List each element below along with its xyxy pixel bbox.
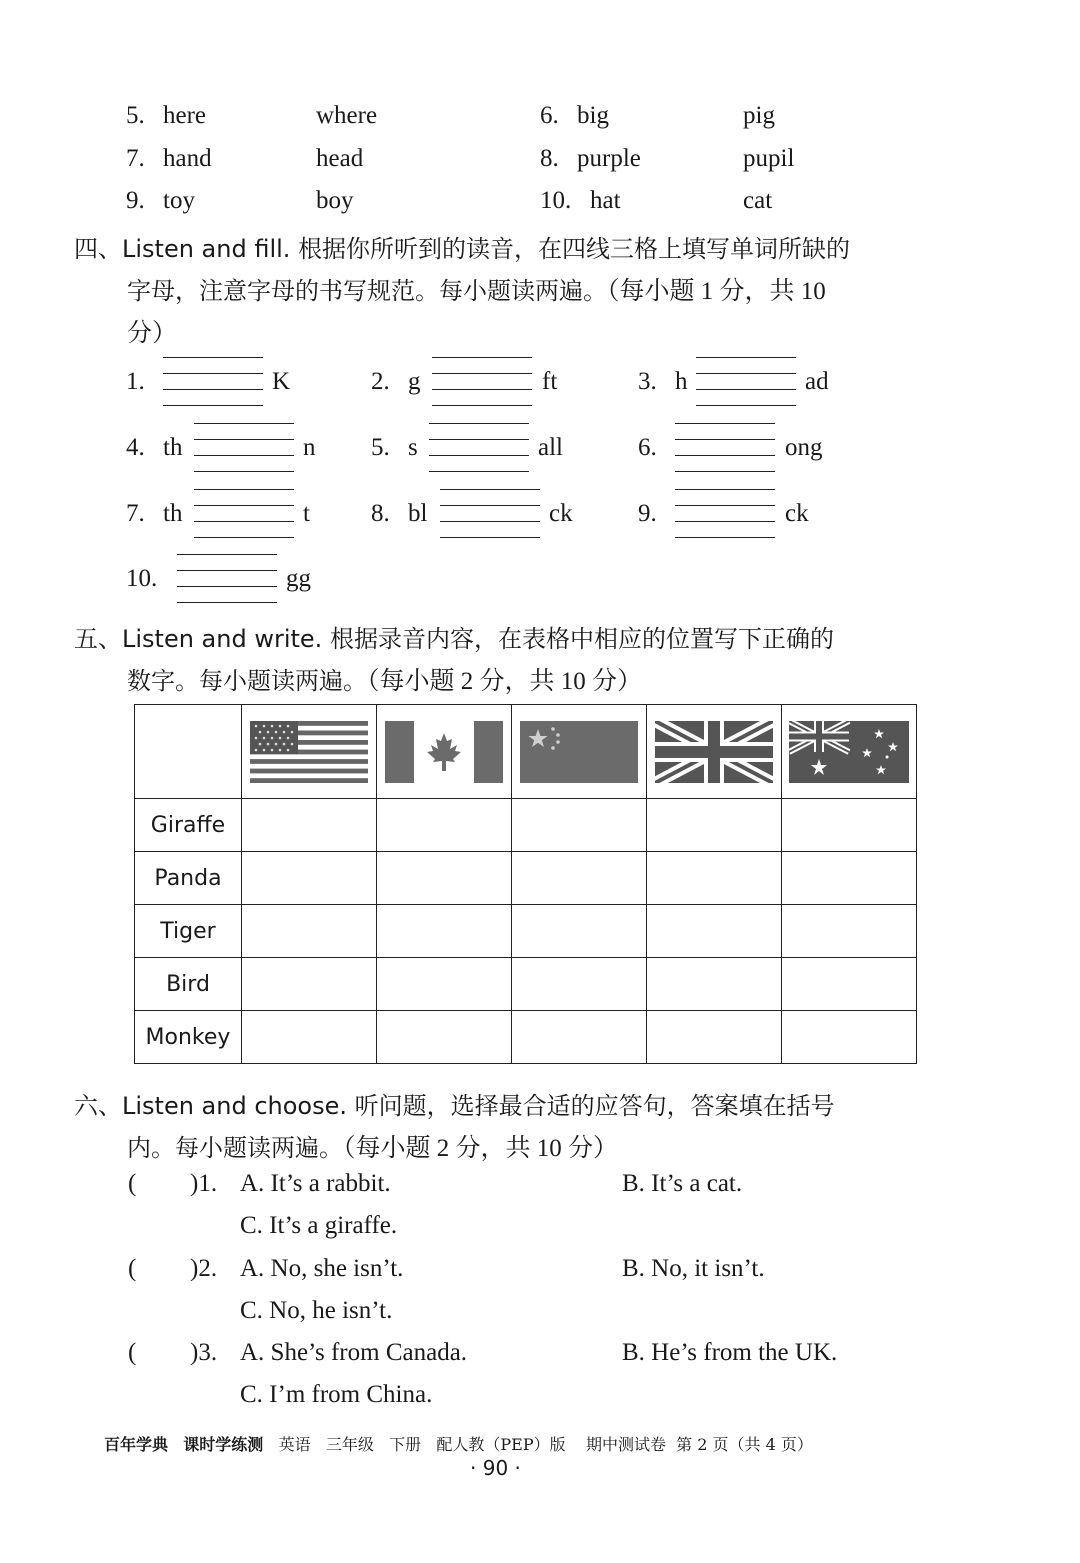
answer-cell[interactable] xyxy=(647,1011,782,1064)
footer-grade: 三年级 xyxy=(325,1435,374,1454)
flag-cell xyxy=(782,705,917,799)
option-b: B. No, it isn’t. xyxy=(622,1255,765,1282)
answer-paren-open[interactable]: ( xyxy=(128,1339,137,1366)
item-number: 7. xyxy=(126,145,145,172)
item-number: 6. xyxy=(638,434,657,461)
option-b: B. It’s a cat. xyxy=(622,1170,743,1197)
footer-brand: 百年学典 xyxy=(104,1435,169,1454)
answer-cell[interactable] xyxy=(242,905,377,958)
four-line-blank[interactable] xyxy=(675,423,775,471)
table-row xyxy=(135,958,917,1011)
option-c: C. No, he isn’t. xyxy=(240,1297,393,1324)
uk-flag-icon xyxy=(655,721,773,783)
option-c: C. It’s a giraffe. xyxy=(240,1212,398,1239)
section-title: Listen and fill. xyxy=(122,235,291,263)
option-a: A. She’s from Canada. xyxy=(240,1339,468,1366)
answer-cell[interactable] xyxy=(782,852,917,905)
item-number: 5. xyxy=(126,102,145,129)
option-c: C. I’m from China. xyxy=(240,1381,433,1408)
table-row xyxy=(135,852,917,905)
table-row xyxy=(135,905,917,958)
item-number: 10. xyxy=(540,187,572,214)
four-line-blank[interactable] xyxy=(696,357,796,405)
canada-flag-icon xyxy=(385,721,503,783)
answer-cell[interactable] xyxy=(782,799,917,852)
section-title: Listen and write. xyxy=(122,625,323,653)
item-number: 5. xyxy=(371,434,390,461)
word-b: pig xyxy=(743,102,775,129)
word-suffix: t xyxy=(303,500,310,527)
word-prefix: bl xyxy=(408,500,428,527)
option-b: B. He’s from the UK. xyxy=(622,1339,838,1366)
item-number: 9. xyxy=(638,500,657,527)
usa-flag-icon xyxy=(250,721,368,783)
animal-label: Bird xyxy=(135,958,242,1011)
answer-cell[interactable] xyxy=(512,799,647,852)
word-suffix: ad xyxy=(805,368,829,395)
flag-cell xyxy=(242,705,377,799)
answer-cell[interactable] xyxy=(377,958,512,1011)
word-prefix: th xyxy=(163,434,183,461)
section6-heading-line2 xyxy=(127,1128,618,1164)
footer-edition: 配人教（PEP）版 xyxy=(436,1435,566,1454)
word-prefix: th xyxy=(163,500,183,527)
answer-cell[interactable] xyxy=(377,1011,512,1064)
section4-heading-line3 xyxy=(127,313,177,349)
answer-table xyxy=(134,704,917,1064)
section5-heading xyxy=(74,619,834,654)
flag-cell xyxy=(512,705,647,799)
section-instruction: 根据你所听到的读音，在四线三格上填写单词所缺的 xyxy=(298,235,851,263)
score-note: 分） xyxy=(127,320,178,347)
question-number: )3. xyxy=(190,1339,218,1366)
four-line-blank[interactable] xyxy=(675,489,775,537)
answer-cell[interactable] xyxy=(242,1011,377,1064)
answer-cell[interactable] xyxy=(242,799,377,852)
question-number: )2. xyxy=(190,1255,218,1282)
word-a: big xyxy=(577,102,609,129)
section-instruction: 数字。每小题读两遍。 xyxy=(127,667,367,695)
word-prefix: g xyxy=(408,368,421,395)
option-a: A. It’s a rabbit. xyxy=(240,1170,391,1197)
item-number: 3. xyxy=(638,368,657,395)
footer-page-info: 第 2 页（共 4 页） xyxy=(676,1435,813,1454)
footer xyxy=(104,1432,813,1455)
four-line-blank[interactable] xyxy=(194,423,294,471)
flag-cell xyxy=(377,705,512,799)
corner-cell xyxy=(135,705,242,799)
item-number: 6. xyxy=(540,102,559,129)
answer-paren-open[interactable]: ( xyxy=(128,1170,137,1197)
animal-label: Panda xyxy=(135,852,242,905)
answer-cell[interactable] xyxy=(242,958,377,1011)
page-number: · 90 · xyxy=(470,1456,521,1480)
answer-cell[interactable] xyxy=(647,852,782,905)
word-suffix: ck xyxy=(549,500,573,527)
item-number: 10. xyxy=(126,565,158,592)
answer-cell[interactable] xyxy=(512,958,647,1011)
answer-cell[interactable] xyxy=(377,852,512,905)
answer-paren-open[interactable]: ( xyxy=(128,1255,137,1282)
word-a: here xyxy=(163,102,207,129)
item-number: 2. xyxy=(371,368,390,395)
word-b: cat xyxy=(743,187,773,214)
answer-cell[interactable] xyxy=(782,958,917,1011)
item-number: 4. xyxy=(126,434,145,461)
answer-cell[interactable] xyxy=(377,799,512,852)
answer-cell[interactable] xyxy=(782,905,917,958)
score-note: （每小题 2 分，共 10 分） xyxy=(367,668,643,695)
animal-label: Monkey xyxy=(135,1011,242,1064)
word-a: hat xyxy=(590,187,621,214)
answer-cell[interactable] xyxy=(242,852,377,905)
score-note: （每小题 2 分，共 10 分） xyxy=(343,1135,619,1162)
answer-cell[interactable] xyxy=(512,852,647,905)
footer-volume: 下册 xyxy=(389,1435,422,1454)
word-suffix: ft xyxy=(542,368,558,395)
answer-cell[interactable] xyxy=(512,905,647,958)
question-number: )1. xyxy=(190,1170,218,1197)
word-prefix: h xyxy=(675,368,688,395)
answer-cell[interactable] xyxy=(512,1011,647,1064)
flag-header-row xyxy=(135,705,917,799)
item-number: 8. xyxy=(371,500,390,527)
section-label: 五、 xyxy=(74,625,122,653)
animal-label: Giraffe xyxy=(135,799,242,852)
word-a: purple xyxy=(577,145,641,172)
option-a: A. No, she isn’t. xyxy=(240,1255,404,1282)
word-a: toy xyxy=(163,187,195,214)
item-number: 9. xyxy=(126,187,145,214)
word-suffix: ck xyxy=(785,500,809,527)
section-instruction: 字母，注意字母的书写规范。每小题读两遍。 xyxy=(127,277,607,305)
china-flag-icon xyxy=(520,721,638,783)
footer-series: 课时学练测 xyxy=(183,1435,264,1454)
word-suffix: ong xyxy=(785,434,823,461)
table-row xyxy=(135,799,917,852)
word-b: head xyxy=(316,145,364,172)
word-a: hand xyxy=(163,145,212,172)
word-suffix: K xyxy=(272,368,291,395)
section-instruction: 听问题，选择最合适的应答句，答案填在括号 xyxy=(354,1092,835,1120)
word-b: boy xyxy=(316,187,354,214)
section6-heading xyxy=(74,1086,835,1121)
word-suffix: all xyxy=(538,434,563,461)
four-line-blank[interactable] xyxy=(163,357,263,405)
section-instruction: 根据录音内容，在表格中相应的位置写下正确的 xyxy=(329,625,834,653)
word-b: where xyxy=(316,102,378,129)
word-suffix: n xyxy=(303,434,316,461)
footer-test: 期中测试卷 xyxy=(585,1435,666,1454)
flag-cell xyxy=(647,705,782,799)
four-line-blank[interactable] xyxy=(429,423,529,471)
word-b: pupil xyxy=(743,145,795,172)
section-label: 六、 xyxy=(74,1092,122,1120)
section-instruction: 内。每小题读两遍。 xyxy=(127,1134,343,1162)
animal-label: Tiger xyxy=(135,905,242,958)
australia-flag-icon xyxy=(789,721,909,783)
footer-subject: 英语 xyxy=(278,1435,311,1454)
answer-cell[interactable] xyxy=(647,958,782,1011)
word-suffix: gg xyxy=(286,565,311,592)
four-line-blank[interactable] xyxy=(440,489,540,537)
item-number: 8. xyxy=(540,145,559,172)
word-prefix: s xyxy=(408,434,418,461)
item-number: 7. xyxy=(126,500,145,527)
four-line-blank[interactable] xyxy=(194,489,294,537)
item-number: 1. xyxy=(126,368,145,395)
section5-heading-line2 xyxy=(127,661,642,697)
section4-heading-line2 xyxy=(127,271,826,307)
answer-cell[interactable] xyxy=(782,1011,917,1064)
answer-cell[interactable] xyxy=(647,799,782,852)
answer-cell[interactable] xyxy=(377,905,512,958)
table-row xyxy=(135,1011,917,1064)
section4-heading xyxy=(74,229,850,264)
section-label: 四、 xyxy=(74,235,122,263)
section-title: Listen and choose. xyxy=(122,1092,348,1120)
answer-cell[interactable] xyxy=(647,905,782,958)
score-note: （每小题 1 分，共 10 xyxy=(607,278,826,305)
four-line-blank[interactable] xyxy=(177,554,277,602)
four-line-blank[interactable] xyxy=(432,357,532,405)
